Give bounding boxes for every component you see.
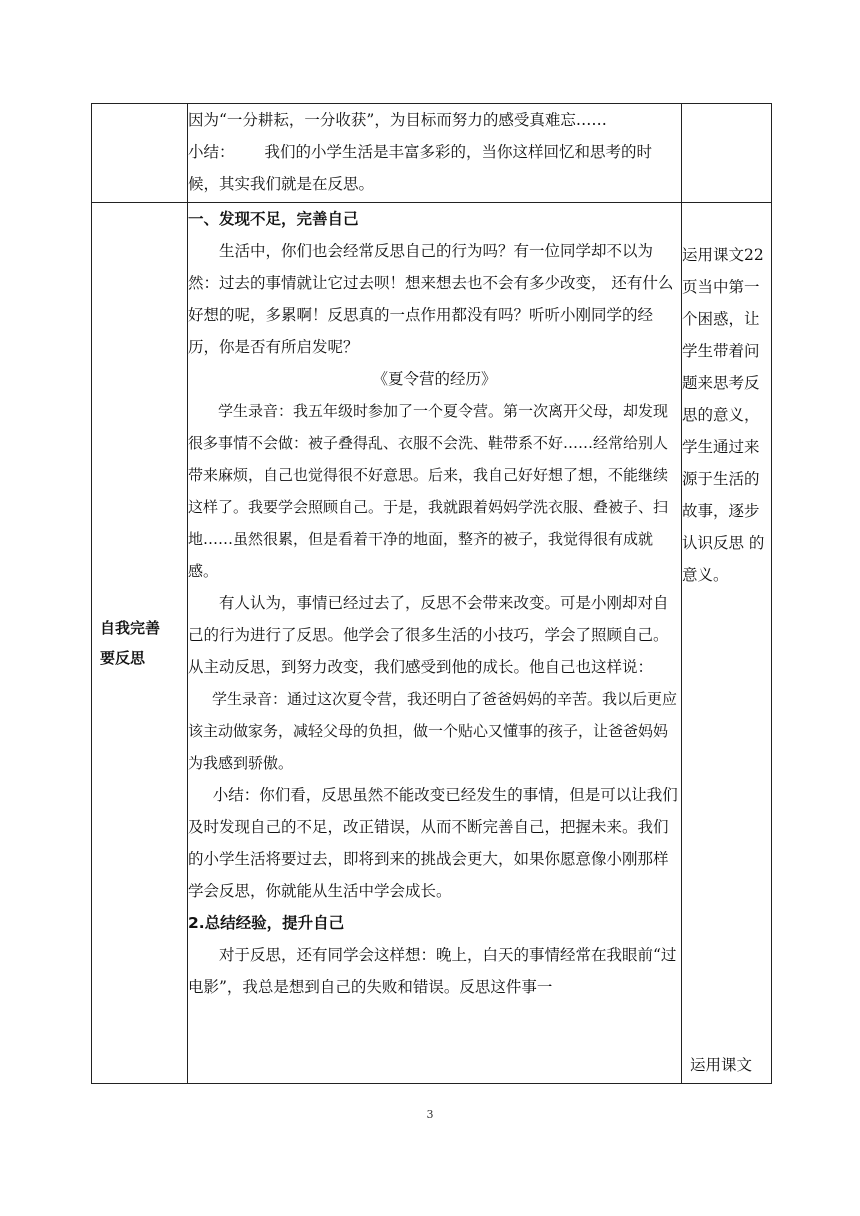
side-note: 运用课文22页当中第一个困惑，让学生带着问题来思考反思的意义，学生通过来源于生活的故事，逐步认识反思 的 意义。: [682, 246, 765, 584]
left-cell-empty: [92, 104, 188, 203]
side-cell-empty: [682, 104, 772, 203]
heading-find-shortcomings: 一、发现不足，完善自己: [188, 210, 359, 228]
student-recording: 学生录音：通过这次夏令营，我还明白了爸爸妈妈的辛苦。我以后更应该主动做家务，减轻父母的负担，做一个贴心又懂事的孩子，让爸爸妈妈为我感到骄傲。: [188, 690, 678, 772]
summary-label: 小结：: [188, 143, 235, 161]
summary-text: 我们的小学生活是丰富多彩的，当你这样回忆和思考的时候，其实我们就是在反思。: [188, 143, 653, 193]
lesson-table: [91, 103, 772, 1084]
heading-summarize-experience: 2.总结经验，提升自己: [188, 914, 345, 932]
section-label-line2: 要反思: [100, 649, 146, 667]
section-label-cell: [92, 203, 188, 1084]
content-cell: [188, 104, 682, 203]
content-cell: [188, 203, 682, 1084]
page-number: 3: [426, 1108, 434, 1121]
table-row: [92, 104, 772, 203]
side-note-cell: [682, 203, 772, 1084]
story-title: 《夏令营的经历》: [372, 370, 497, 388]
content-line: 因为“一分耕耘，一分收获”，为目标而努力的感受真难忘……: [188, 111, 607, 129]
paragraph: 对于反思，还有同学会这样想：晚上，白天的事情经常在我眼前“过电影”，我总是想到自己的失败和错误。反思这件事一: [188, 946, 677, 996]
summary-line: [188, 136, 681, 200]
paragraph: 有人认为，事情已经过去了，反思不会带来改变。可是小刚却对自己的行为进行了反思。他学会了很多生活的小技巧，学会了照顾自己。从主动反思，到努力改变，我们感受到他的成长。他自己也这样说：: [188, 594, 669, 676]
table-row: [92, 203, 772, 1084]
summary-paragraph: 小结：你们看，反思虽然不能改变已经发生的事情，但是可以让我们及时发现自己的不足，改正错误，从而不断完善自己，把握未来。我们的小学生活将要过去，即将到来的挑战会更大，如果你愿意像小刚那样学会反思，你就能从生活中学会成长。: [188, 786, 678, 900]
side-note-continued: 运用课文: [690, 1056, 753, 1074]
section-label-line1: 自我完善: [100, 619, 161, 637]
paragraph: 生活中，你们也会经常反思自己的行为吗？有一位同学却不以为然：过去的事情就让它过去呗！想来想去也不会有多少改变， 还有什么好想的呢，多累啊！反思真的一点作用都没有吗？听听小刚同学的经历，你是否有所启发呢？: [188, 242, 674, 356]
student-recording: 学生录音：我五年级时参加了一个夏令营。第一次离开父母，却发现很多事情不会做：被子叠得乱、衣服不会洗、鞋带系不好……经常给别人带来麻烦，自己也觉得很不好意思。后来，我自己好好想了想，不能继续这样了。我要学会照顾自己。于是，我就跟着妈妈学洗衣服、叠被子、扫地……虽然很累，但是看着干净的地面，整齐的被子，我觉得很有成就感。: [188, 402, 669, 580]
